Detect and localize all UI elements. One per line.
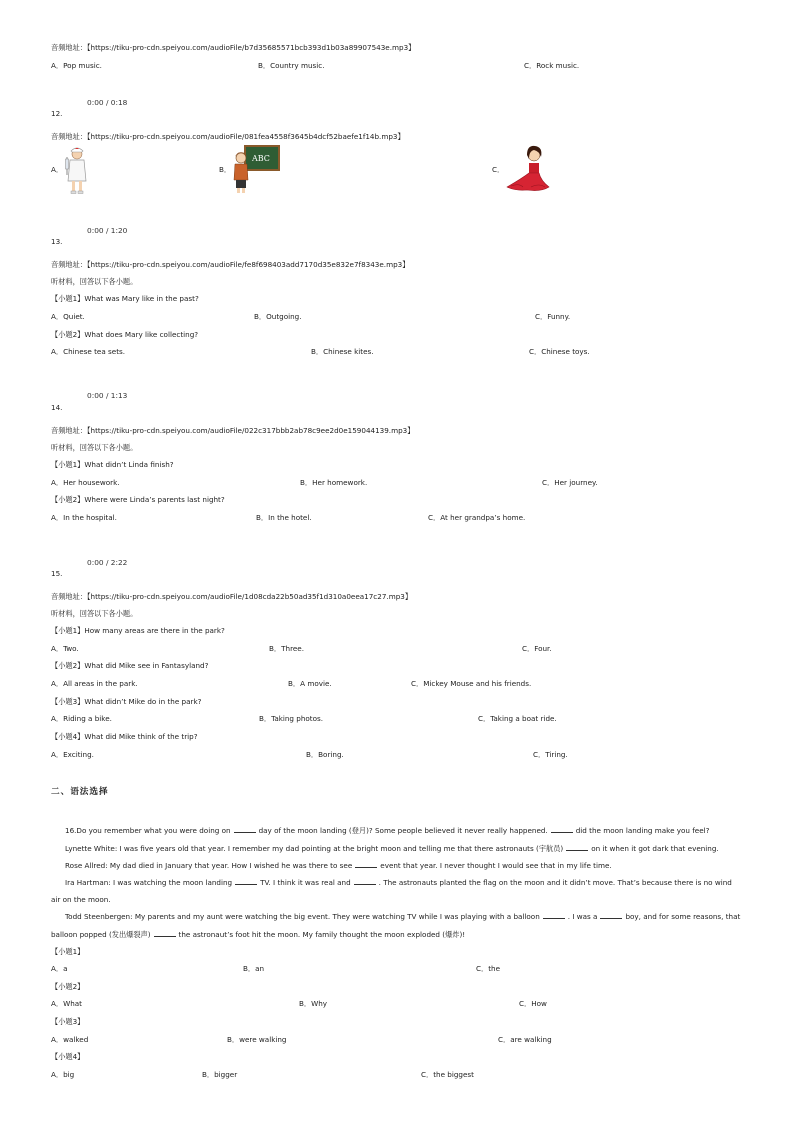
nurse-image (62, 145, 90, 195)
q11-option-a[interactable]: A．Pop music. (51, 61, 102, 70)
q13-sub1-option-b[interactable]: B．Outgoing. (254, 312, 302, 321)
blank-3[interactable] (566, 844, 588, 851)
q11-audio-url[interactable]: 音频地址：【https://tiku-pro-cdn.speiyou.com/audioFile/b7d35685571bcb393d1b03a89907543e.mp3】 (51, 43, 416, 52)
q14-audio-url[interactable]: 音频地址：【https://tiku-pro-cdn.speiyou.com/audioFile/022c317bbb2ab78c9ee2d0e159044139.mp3】 (51, 426, 415, 435)
g4-option-b[interactable]: B．bigger (202, 1070, 238, 1079)
q12-option-a[interactable]: A． (51, 165, 64, 174)
chalkboard-text: ABC (252, 154, 270, 163)
section-heading-grammar: 二、语法选择 (51, 787, 109, 797)
q12-audio-url[interactable]: 音频地址：【https://tiku-pro-cdn.speiyou.com/audioFile/081fea4558f3645b4dcf52baefe1f14b.mp3】 (51, 132, 405, 141)
q15-sub1-question: 【小题1】How many areas are there in the park? (51, 626, 225, 635)
g1-option-a[interactable]: A．a (51, 964, 68, 973)
q15-sub2-option-b[interactable]: B．A movie. (288, 679, 332, 688)
q14-sub2-question: 【小题2】Where were Linda’s parents last night? (51, 495, 225, 504)
q11-option-c[interactable]: C．Rock music. (524, 61, 580, 70)
q13-sub2-option-c[interactable]: C．Chinese toys. (529, 347, 590, 356)
q14-sub1-option-c[interactable]: C．Her journey. (542, 478, 598, 487)
dancer-image (501, 143, 553, 193)
q14-intro: 听材料，回答以下各小题。 (51, 443, 138, 452)
q15-sub2-question: 【小题2】What did Mike see in Fantasyland? (51, 661, 209, 670)
q14-sub2-option-a[interactable]: A．In the hospital. (51, 513, 117, 522)
passage-text: 16.Do you remember what you were doing on (65, 826, 231, 835)
passage-text: Todd Steenbergen: My parents and my aunt were watching the big event. They were watching TV while I was playing with a balloon (65, 912, 540, 921)
q15-sub4-question: 【小题4】What did Mike think of the trip? (51, 732, 198, 741)
blank-1[interactable] (234, 826, 256, 833)
blank-9[interactable] (154, 930, 176, 937)
passage-line-3 (65, 861, 612, 870)
q14-sub1-question: 【小题1】What didn’t Linda finish? (51, 460, 174, 469)
g4-label: 【小题4】 (51, 1052, 85, 1061)
blank-6[interactable] (354, 878, 376, 885)
blank-4[interactable] (355, 861, 377, 868)
q15-sub1-option-b[interactable]: B．Three. (269, 644, 304, 653)
g1-label: 【小题1】 (51, 947, 85, 956)
g3-option-b[interactable]: B．were walking (227, 1035, 287, 1044)
q14-number: 14. (51, 403, 63, 412)
passage-line-5: air on the moon. (51, 895, 111, 904)
g3-label: 【小题3】 (51, 1017, 85, 1026)
blank-5[interactable] (235, 878, 257, 885)
g1-option-c[interactable]: C．the (476, 964, 501, 973)
q15-sub3-option-b[interactable]: B．Taking photos. (259, 714, 324, 723)
g2-option-b[interactable]: B．Why (299, 999, 328, 1008)
blank-7[interactable] (543, 912, 565, 919)
passage-text: balloon popped (发出爆裂声) (51, 930, 151, 939)
q13-sub1-option-c[interactable]: C．Funny. (535, 312, 571, 321)
q15-number: 15. (51, 569, 63, 578)
q15-intro: 听材料，回答以下各小题。 (51, 609, 138, 618)
passage-line-7 (51, 930, 465, 939)
g4-option-c[interactable]: C．the biggest (421, 1070, 474, 1079)
g1-option-b[interactable]: B．an (243, 964, 265, 973)
blank-2[interactable] (551, 826, 573, 833)
q15-sub4-option-a[interactable]: A．Exciting. (51, 750, 94, 759)
q14-sub1-option-b[interactable]: B．Her homework. (300, 478, 368, 487)
g3-option-c[interactable]: C．are walking (498, 1035, 552, 1044)
passage-text: . I was a (567, 912, 598, 921)
q15-sub4-option-b[interactable]: B．Boring. (306, 750, 344, 759)
q15-sub3-option-a[interactable]: A．Riding a bike. (51, 714, 112, 723)
passage-line-4 (65, 878, 732, 887)
q13-sub2-question: 【小题2】What does Mary like collecting? (51, 330, 199, 339)
q15-sub4-option-c[interactable]: C．Tiring. (533, 750, 568, 759)
q15-audio-url[interactable]: 音频地址：【https://tiku-pro-cdn.speiyou.com/audioFile/1d08cda22b50ad35f1d310a0eea17c27.mp3】 (51, 592, 413, 601)
passage-text: . The astronauts planted the flag on the moon and it didn’t move. That’s because there is no wind (378, 878, 732, 887)
passage-line-6 (65, 912, 740, 921)
q15-sub2-option-c[interactable]: C．Mickey Mouse and his friends. (411, 679, 532, 688)
q13-sub2-option-b[interactable]: B．Chinese kites. (311, 347, 374, 356)
q11-option-b[interactable]: B．Country music. (258, 61, 325, 70)
q15-sub1-option-a[interactable]: A．Two. (51, 644, 79, 653)
passage-line-1 (65, 826, 709, 835)
q13-audio-time[interactable]: 0:00 / 1:20 (87, 226, 128, 235)
teacher-image (231, 144, 281, 194)
passage-text: the astronaut’s foot hit the moon. My family thought the moon exploded (爆炸)! (178, 930, 466, 939)
q12-option-b[interactable]: B． (219, 165, 232, 174)
q13-sub1-question: 【小题1】What was Mary like in the past? (51, 294, 199, 303)
q15-sub2-option-a[interactable]: A．All areas in the park. (51, 679, 138, 688)
q13-number: 13. (51, 237, 63, 246)
q12-option-c[interactable]: C． (492, 165, 505, 174)
q14-sub2-option-c[interactable]: C．At her grandpa’s home. (428, 513, 526, 522)
g3-option-a[interactable]: A．walked (51, 1035, 89, 1044)
q13-sub1-option-a[interactable]: A．Quiet. (51, 312, 85, 321)
q15-sub1-option-c[interactable]: C．Four. (522, 644, 552, 653)
q12-number: 12. (51, 109, 63, 118)
passage-text: boy, and for some reasons, that (625, 912, 741, 921)
q15-sub3-option-c[interactable]: C．Taking a boat ride. (478, 714, 557, 723)
passage-text: on it when it got dark that evening. (591, 844, 719, 853)
g2-option-c[interactable]: C．How (519, 999, 547, 1008)
passage-text: day of the moon landing (登月)? Some people believed it never really happened. (258, 826, 548, 835)
g4-option-a[interactable]: A．big (51, 1070, 75, 1079)
q15-sub3-question: 【小题3】What didn’t Mike do in the park? (51, 697, 202, 706)
q13-intro: 听材料，回答以下各小题。 (51, 277, 138, 286)
passage-line-2 (65, 844, 719, 853)
g2-label: 【小题2】 (51, 982, 85, 991)
q15-audio-time[interactable]: 0:00 / 2:22 (87, 558, 128, 567)
q14-sub2-option-b[interactable]: B．In the hotel. (256, 513, 312, 522)
q13-audio-url[interactable]: 音频地址：【https://tiku-pro-cdn.speiyou.com/audioFile/fe8f698403add7170d35e832e7f8343e.mp3】 (51, 260, 410, 269)
g2-option-a[interactable]: A．What (51, 999, 82, 1008)
blank-8[interactable] (600, 912, 622, 919)
q14-sub1-option-a[interactable]: A．Her housework. (51, 478, 120, 487)
passage-text: TV. I think it was real and (260, 878, 351, 887)
q13-sub2-option-a[interactable]: A．Chinese tea sets. (51, 347, 126, 356)
passage-text: Ira Hartman: I was watching the moon landing (65, 878, 233, 887)
q14-audio-time[interactable]: 0:00 / 1:13 (87, 391, 128, 400)
passage-text: Rose Allred: My dad died in January that year. How I wished he was there to see (65, 861, 353, 870)
passage-text: event that year. I never thought I would see that in my life time. (380, 861, 612, 870)
passage-text: did the moon landing make you feel? (575, 826, 710, 835)
passage-text: Lynette White: I was five years old that year. I remember my dad pointing at the bright moon and telling me that there astronauts (宇航员) (65, 844, 564, 853)
q12-audio-time[interactable]: 0:00 / 0:18 (87, 98, 128, 107)
